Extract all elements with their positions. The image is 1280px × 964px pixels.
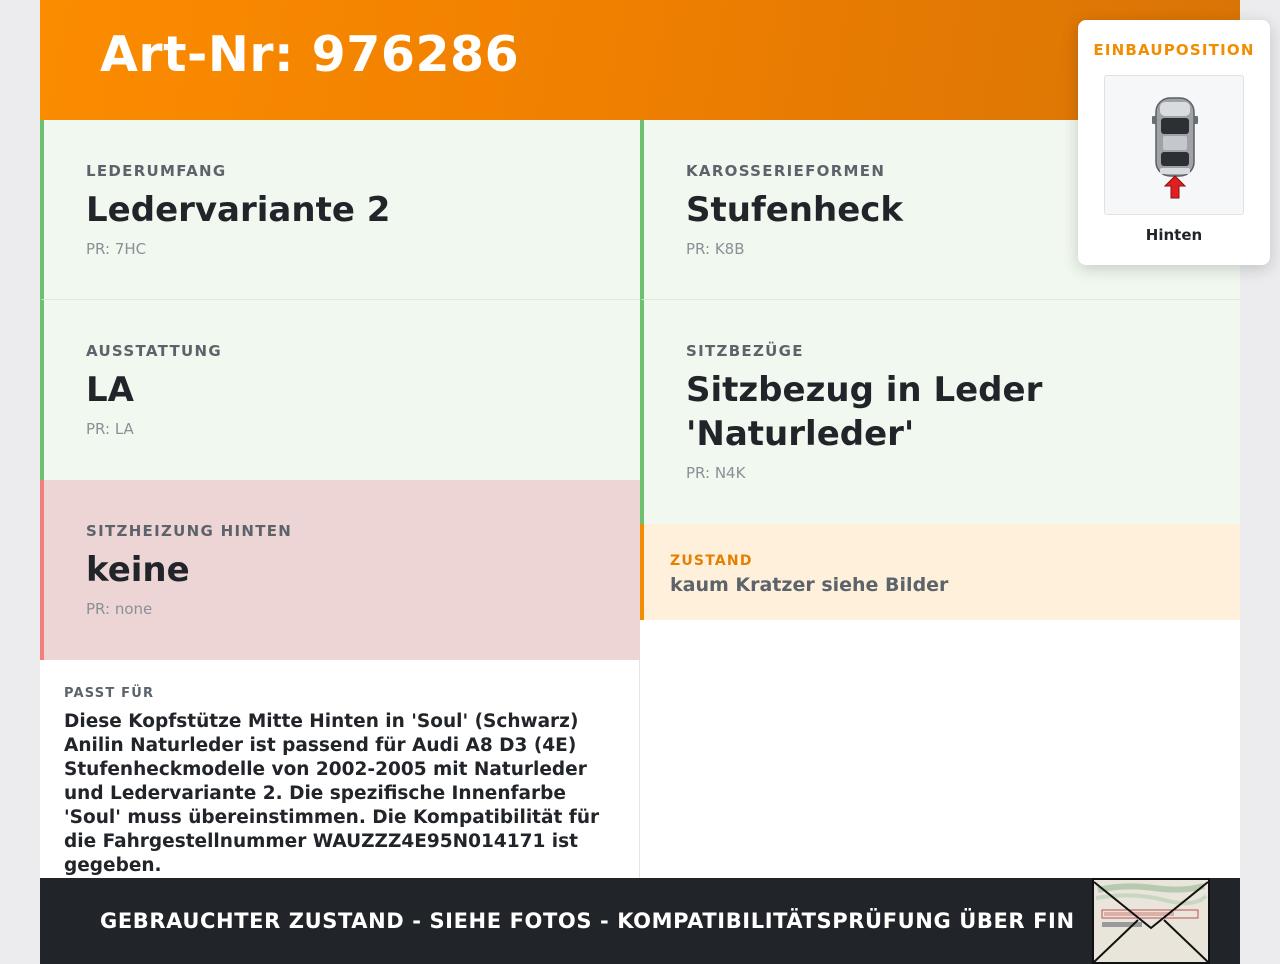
fits-label: PASST FÜR <box>64 686 155 701</box>
document-thumbnail[interactable] <box>1092 878 1210 964</box>
attribute-pr-code: PR: N4K <box>686 464 746 482</box>
mounting-position-card <box>1078 20 1270 265</box>
condition-box <box>640 524 1240 620</box>
attribute-pr-code: PR: 7HC <box>86 240 147 258</box>
attribute-pr-code: PR: LA <box>86 420 134 438</box>
condition-label: ZUSTAND <box>670 553 753 569</box>
car-top-view-icon <box>1104 75 1244 215</box>
attribute-value: Sitzbezug in Leder 'Naturleder' <box>686 370 1043 454</box>
attribute-label: KAROSSERIEFORMEN <box>686 162 886 180</box>
fits-description: Diese Kopfstütze Mitte Hinten in 'Soul' (Schwarz) Anilin Naturleder ist passend für Audi A8 D3 (4E) Stufenheckmodelle von 2002-2005 mit Naturleder und Ledervariante 2. Die spezifische Innenfarbe 'Soul' muss übereinstimmen. Die Kompatibilität für die Fahrgestellnummer WAUZZZ4E95N014171 ist gegeben. <box>64 711 600 876</box>
mounting-position-value: Hinten <box>1145 226 1203 244</box>
attribute-value: keine <box>86 550 190 590</box>
attribute-cell-lederumfang <box>40 120 640 300</box>
footer-text: GEBRAUCHTER ZUSTAND - SIEHE FOTOS - KOMPATIBILITÄTSPRÜFUNG ÜBER FIN <box>100 909 1075 933</box>
attribute-label: SITZHEIZUNG HINTEN <box>86 522 293 540</box>
column-divider <box>639 660 640 878</box>
product-sheet <box>40 0 1255 964</box>
attribute-label: AUSSTATTUNG <box>86 342 222 360</box>
attribute-cell-sitzheizung-hinten <box>40 480 640 660</box>
attribute-value: Ledervariante 2 <box>86 190 391 230</box>
attribute-cell-sitzbezuege <box>640 300 1240 524</box>
attribute-label: LEDERUMFANG <box>86 162 227 180</box>
header <box>40 0 1240 120</box>
attribute-pr-code: PR: none <box>86 600 153 618</box>
attribute-pr-code: PR: K8B <box>686 240 745 258</box>
envelope-icon <box>1094 880 1208 962</box>
mounting-position-label: EINBAUPOSITION <box>1093 41 1255 59</box>
attribute-value: LA <box>86 370 134 410</box>
attribute-label: SITZBEZÜGE <box>686 342 804 360</box>
attribute-cell-ausstattung <box>40 300 640 480</box>
attribute-value: Stufenheck <box>686 190 904 230</box>
condition-value: kaum Kratzer siehe Bilder <box>670 574 949 596</box>
fits-section <box>64 686 624 878</box>
page-title: Art-Nr: 976286 <box>100 26 520 83</box>
footer-banner <box>40 878 1240 964</box>
